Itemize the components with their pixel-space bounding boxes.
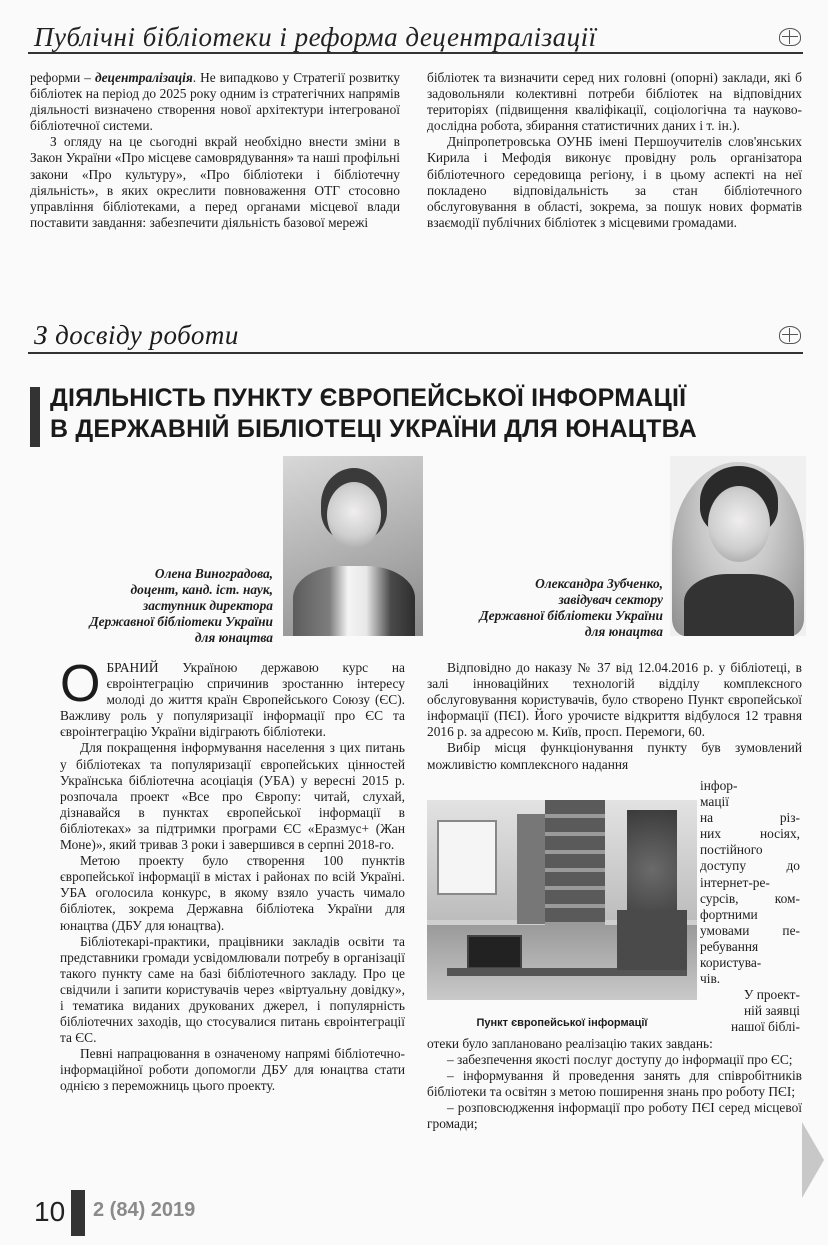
paragraph: отеки було заплановано реалізацію таких завдань:	[427, 1036, 713, 1051]
list-item: – забезпечення якості послуг доступу до інформації про ЄС;	[447, 1052, 793, 1068]
article-title	[30, 383, 810, 445]
task-list	[427, 1052, 802, 1132]
body-right-tail	[427, 1036, 802, 1133]
body-left-column	[60, 655, 405, 1095]
top-right-column	[427, 70, 802, 231]
author-caption-vynohradova: Олена Виноградова, доцент, канд. іст. наук, заступник директора Державної бібліотеки України для юнацтва	[89, 566, 273, 645]
page-number: 10	[34, 1196, 66, 1227]
paragraph: Вибір місця функціонування пункту був зумовлений можливістю комплексного надання	[427, 740, 802, 772]
list-item: – розповсюдження інформації про роботу ПЄІ серед місцевої громади;	[427, 1100, 802, 1132]
section-heading	[28, 318, 803, 354]
top-left-column	[30, 70, 400, 231]
paragraph: Дніпропетровська ОУНБ імені Першоучителів слов'янських Кирила і Мефодія виконує провідну роль організатора бібліотечного середовища регіону, і в цьому аспекті на неї покладено відповідальність за стан бібліотечного обслуговування в області, зокрема, за пошук нових форматів взаємодії публічних бібліотек з місцевими громадами.	[427, 134, 802, 230]
paragraph: Для покращення інформування населення з цих питань у бібліотеках та популяризації європейських цінностей Українська бібліотечна асоціація (УБА) у вересні 2015 р. розпочала проект «Все про Європу: читай, слухай, дізнавайся в пунктах європейської інформації в бібліотеках» за підтримки програми ЄС «Еразмус+ (Жан Моне)», який тривав 3 роки і завершився в серпні 2018-го.	[60, 740, 405, 853]
photo-wrap-text: інфор- мації на різ- них носіях, постійного доступу до інтернет-ре- сурсів, ком- фортними умовами пе- ребування користува- чів.	[700, 778, 800, 987]
paragraph: Метою проекту було створення 100 пунктів європейської інформації в містах і районах по всій Україні. УБА оголосила конкурс, в якому взяло участь чимало бібліотек, зокрема Державна бібліотека України для юнацтва (ДБУ для юнацтва).	[60, 853, 405, 933]
paragraph: Бібліотекарі-практики, працівники закладів освіти та представники громади усвідомлювали потребу в організації такого пункту саме на базі бібліотечного закладу. Про це свідчили і запити користувачів через «віртуальну довідку», і тематика виданих друкованих джерел, і популярність бібліотечних заходів, що стосувалися питань євроінтеграції та ЄС.	[60, 933, 405, 1046]
author-photo-zubchenko	[670, 456, 806, 636]
drop-cap: О	[60, 655, 101, 713]
article-heading: ДІЯЛЬНІСТЬ ПУНКТУ ЄВРОПЕЙСЬКОЇ ІНФОРМАЦІЇ В ДЕРЖАВНІЙ БІБЛІОТЕЦІ УКРАЇНИ ДЛЯ ЮНАЦТВА	[50, 384, 697, 443]
office-photo-caption: Пункт європейської інформації	[476, 1017, 648, 1029]
paragraph: З огляду на це сьогодні вкрай необхідно внести зміни в Закон України «Про місцеве самоврядування» та наші профільні закони «Про культуру», «Про бібліотеки і бібліотечну діяльність», в яких окреслити повноваження ОТГ стосовно управління бібліотеками, а перед органами місцевої влади поставити завдання: забезпечити діяльність базової мережі	[30, 134, 400, 230]
header-title: Публічні бібліотеки і реформа децентралізації	[34, 22, 597, 52]
journal-logo-icon	[779, 326, 801, 344]
body-right-column	[427, 660, 802, 773]
author-caption-zubchenko: Олександра Зубченко, завідувач сектору Державної бібліотеки України для юнацтва	[479, 576, 663, 639]
paragraph: реформи – децентралізація. Не випадково у Стратегії розвитку бібліотек на період до 2025 року одним із стратегічних напрямів діяльності визначено створення нової архітектури інтегрованої бібліотечної системи.	[30, 70, 400, 134]
next-page-arrow-icon[interactable]	[802, 1122, 824, 1198]
page-header	[28, 20, 803, 54]
section-title: З досвіду роботи	[34, 320, 239, 350]
author-photo-vynohradova	[283, 456, 423, 636]
paragraph: Відповідно до наказу № 37 від 12.04.2016 р. у бібліотеці, в залі інноваційних технологій відділу комплексного обслуговування користувачів, було створено Пункт європейської інформації (ПЄІ). Його урочисте відкриття відбулося 12 травня 2016 р. за адресою м. Київ, просп. Перемоги, 60.	[427, 660, 802, 740]
title-accent-bar	[30, 387, 40, 447]
paragraph: Певні напрацювання в означеному напрямі бібліотечно-інформаційної роботи допомогли ДБУ для юнацтва стати однією з переможниць цього проекту.	[60, 1046, 405, 1094]
journal-logo-icon	[779, 28, 801, 46]
photo-wrap-text-2: У проект- ній заявці нашої біблі-	[730, 987, 800, 1035]
issue-number: 2 (84) 2019	[93, 1199, 196, 1221]
list-item: – інформування й проведення занять для співробітників бібліотеки та освітян з метою поширення знань про роботу ПЄІ;	[427, 1068, 802, 1100]
office-photo	[427, 800, 697, 1000]
footer-accent-bar	[71, 1190, 85, 1236]
lead-paragraph: ОБРАНИЙ Україною державою курс на євроінтеграцію спричинив зростанню інтересу молоді до життя країн Європейського Союзу (ЄС). Важливу роль у популяризації інформації про ЄС та євроінтеграцію України відіграють бібліотеки.	[60, 655, 405, 740]
paragraph: бібліотек та визначити серед них головні (опорні) заклади, які б задовольняли колективні потреби бібліотек на відповідних територіях (підвищення кваліфікації, соціологічна та науково-дослідна робота, збирання статистичних даних і т. ін.).	[427, 70, 802, 134]
